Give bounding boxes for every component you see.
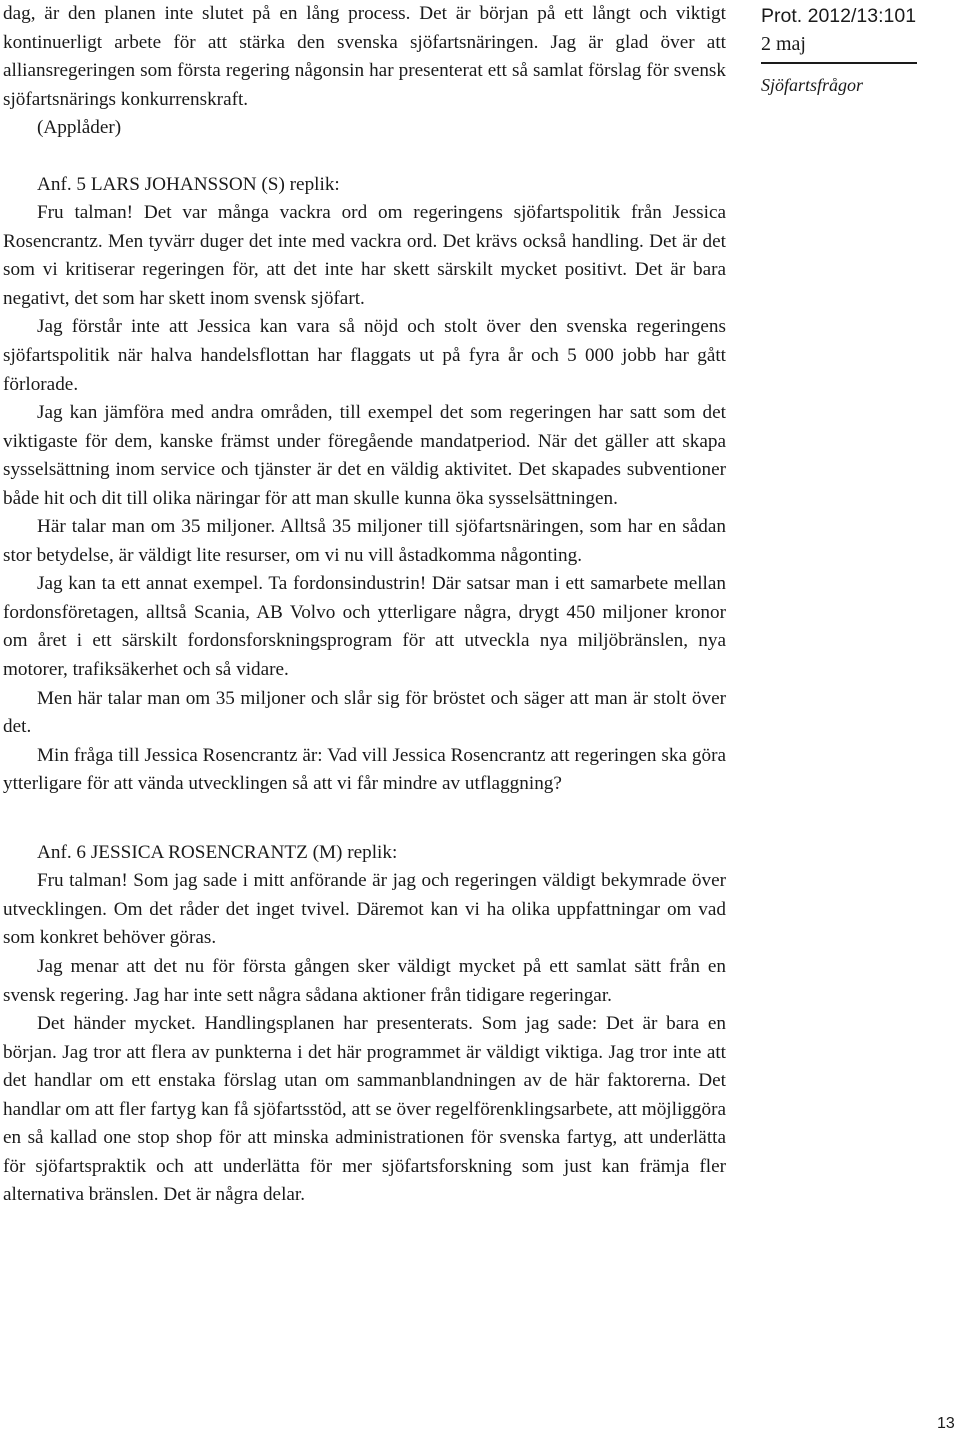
paragraph: Fru talman! Det var många vackra ord om regeringens sjöfartspolitik från Jessica Rosencrantz. Men tyvärr duger det inte med vackra ord. Det krävs också handling. Det är det som vi kritiserar regeringen för, att det inte har skett särskilt mycket positivt. Det är bara negativt, det som har skett inom svensk sjöfart. [3,202,726,309]
paragraph: Men här talar man om 35 miljoner och slår sig för bröstet och säger att man är stolt över det. [3,687,726,738]
paragraph: Min fråga till Jessica Rosencrantz är: Vad vill Jessica Rosencrantz att regeringen ska göra ytterligare för att vända utvecklingen så att vi får mindre av utflaggning? [3,744,726,795]
paragraph: Jag kan ta ett annat exempel. Ta fordonsindustrin! Där satsar man i ett samarbete mellan fordonsföretagen, alltså Scania, AB Volvo och ytterligare några, drygt 450 miljoner kronor om året i ett särskilt fordonsforskningsprogram för att utveckla nya miljöbränslen, nya motorer, trafiksäkerhet och så vidare. [3,573,726,681]
session-date: 2 maj [761,33,806,55]
topic-label: Sjöfartsfrågor [761,75,864,95]
paragraph: Här talar man om 35 miljoner. Alltså 35 miljoner till sjöfartsnäringen, som har en sådan stor betydelse, är väldigt lite resurser, om vi nu vill åstadkomma någonting. [3,516,726,566]
paragraph: Jag menar att det nu för första gången sker väldigt mycket på ett samlat sätt från en svensk regering. Jag har inte sett några sådana aktioner från tidigare regeringar. [3,955,726,1006]
margin-header [761,3,956,97]
document-body [3,0,726,1210]
speaker-heading-anf-6: Anf. 6 JESSICA ROSENCRANTZ (M) replik: [37,841,398,863]
paragraph-continued: dag, är den planen inte slutet på en lång process. Det är början på ett långt och viktigt kontinuerligt arbete för att stärka den svenska sjöfartsnäringen. Jag är glad över att alliansregeringen som första regering någonsin har presenterat ett så samlat förslag för svensk sjöfartsnärings konkurrenskraft. [3,3,726,110]
applause-note: (Applåder) [37,117,122,139]
paragraph: Det händer mycket. Handlingsplanen har presenterats. Som jag sade: Det är bara en början. Jag tror att flera av punkterna i det här programmet är väldigt viktiga. Jag tror inte att det handlar om ett enstaka förslag utan om sammanblandningen av de här faktorerna. Det handlar om att fler fartyg kan få sjöfartsstöd, att se över regelförenklingsarbete, att möjliggöra en så kallad one stop shop för att minska administrationen för svenska fartyg, att underlätta för sjöfartspraktik och att underlätta för mer sjöfartsforskning som just kan främja fler alternativa bränslen. Det är några delar. [3,1013,726,1206]
paragraph: Jag kan jämföra med andra områden, till exempel det som regeringen har satt som det viktigaste för dem, kanske främst under föregående mandatperiod. När det gäller att skapa sysselsättning inom service och tjänster är det en väldig aktivitet. Det skapades subventioner både hit och dit till olika näringar för att man skulle kunna öka sysselsättningen. [3,402,726,509]
paragraph: Jag förstår inte att Jessica kan vara så nöjd och stolt över den svenska regeringens sjöfartspolitik när halva handelsflottan har flaggats ut på fyra år och 5 000 jobb har gått förlorade. [3,316,726,395]
page-number: 13 [937,1415,955,1432]
header-rule [761,62,917,64]
speaker-heading-anf-5: Anf. 5 LARS JOHANSSON (S) replik: [37,173,340,195]
protocol-number: Prot. 2012/13:101 [761,5,917,27]
paragraph: Fru talman! Som jag sade i mitt anförande är jag och regeringen väldigt bekymrade över utvecklingen. Om det råder det inget tvivel. Däremot kan vi ha olika uppfattningar om vad som konkret behöver göras. [3,870,726,949]
